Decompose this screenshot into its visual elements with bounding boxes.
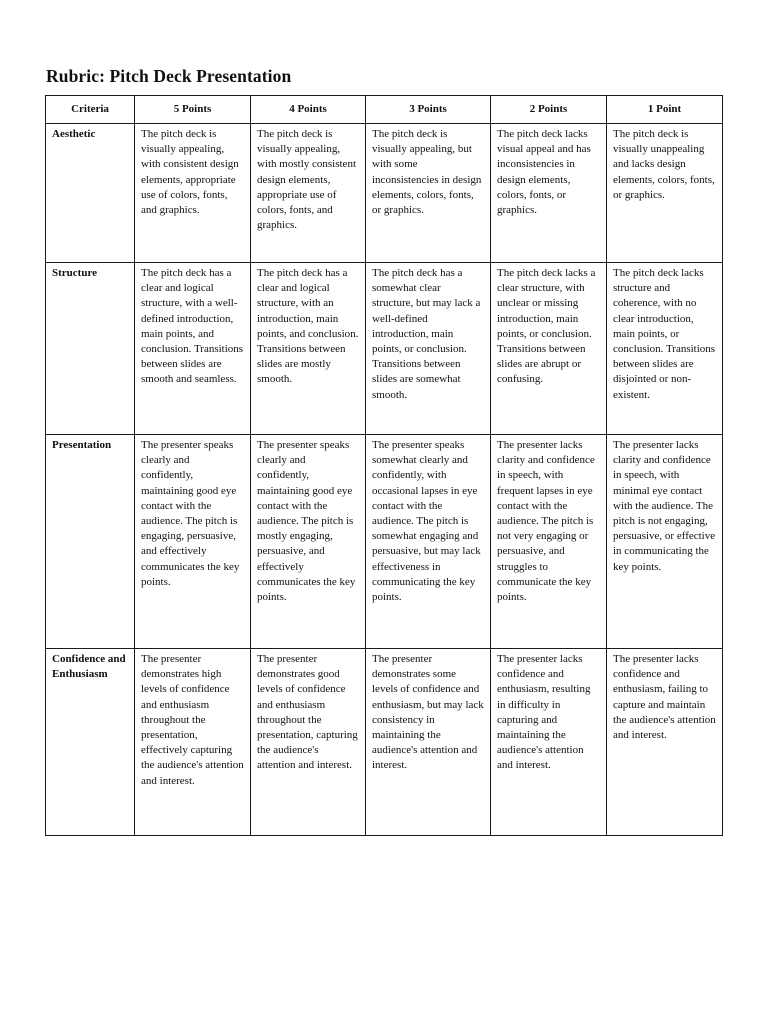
rubric-table-header [46,96,723,124]
score-cell-4 [251,435,366,649]
table-row [46,435,723,649]
header-5-points: 5 Points [135,96,251,124]
score-cell-1 [607,124,723,263]
rubric-table [45,95,723,836]
page-title: Rubric: Pitch Deck Presentation [46,66,292,86]
score-cell-3 [366,124,491,263]
criteria-cell [46,649,135,836]
cell-description: The pitch deck is visually unappealing and lacks design elements, colors, fonts, or graphics. [613,128,715,201]
cell-description: The pitch deck has a somewhat clear structure, but may lack a well-defined introduction, main points, or conclusion. Transitions between slides are somewhat smooth. [372,267,481,401]
score-cell-1 [607,649,723,836]
score-cell-3 [366,649,491,836]
cell-description: The presenter speaks somewhat clearly and confidently, with occasional lapses in eye contact with the audience. The pitch is somewhat engaging and persuasive, but may lack effectiveness in communicating the key points. [372,439,481,604]
score-cell-5 [135,435,251,649]
cell-description: The presenter demonstrates high levels of confidence and enthusiasm throughout the presentation, effectively capturing the audience's attention and interest. [141,653,244,787]
criteria-label: Presentation [52,439,112,451]
score-cell-5 [135,649,251,836]
criteria-label: Structure [52,267,98,279]
criteria-cell [46,124,135,263]
score-cell-4 [251,124,366,263]
cell-description: The presenter lacks confidence and enthusiasm, resulting in difficulty in capturing and maintaining the audience's attention and interest. [497,653,591,772]
cell-description: The presenter demonstrates some levels of confidence and enthusiasm, but may lack consistency in maintaining the audience's attention and interest. [372,653,484,772]
header-criteria: Criteria [46,96,135,124]
score-cell-2 [491,124,607,263]
header-2-points: 2 Points [491,96,607,124]
cell-description: The presenter speaks clearly and confidently, maintaining good eye contact with the audience. The pitch is mostly engaging, persuasive, and effectively communicates the key points. [257,439,356,604]
score-cell-2 [491,649,607,836]
cell-description: The pitch deck has a clear and logical structure, with a well-defined introduction, main points, and conclusion. Transitions between slides are smooth and seamless. [141,267,244,386]
score-cell-5 [135,263,251,435]
cell-description: The presenter lacks clarity and confidence in speech, with minimal eye contact with the audience. The pitch is not engaging, persuasive, or effective in communicating the key points. [613,439,716,573]
cell-description: The pitch deck is visually appealing, with consistent design elements, appropriate use of colors, fonts, and graphics. [141,128,239,217]
score-cell-3 [366,263,491,435]
table-row [46,124,723,263]
cell-description: The pitch deck lacks a clear structure, with unclear or missing introduction, main points, or conclusion. Transitions between slides are abrupt or confusing. [497,267,596,386]
cell-description: The presenter speaks clearly and confidently, maintaining good eye contact with the audience. The pitch is engaging, persuasive, and effectively communicates the key points. [141,439,240,588]
criteria-cell [46,263,135,435]
cell-description: The pitch deck is visually appealing, but with some inconsistencies in design elements, colors, fonts, or graphics. [372,128,482,217]
header-1-point: 1 Point [607,96,723,124]
criteria-cell [46,435,135,649]
score-cell-2 [491,435,607,649]
score-cell-5 [135,124,251,263]
table-row [46,649,723,836]
score-cell-4 [251,649,366,836]
cell-description: The presenter lacks confidence and enthusiasm, failing to capture and maintain the audience's attention and interest. [613,653,716,742]
cell-description: The pitch deck is visually appealing, with mostly consistent design elements, appropriate use of colors, fonts, and graphics. [257,128,356,232]
header-row [46,96,723,124]
cell-description: The presenter lacks clarity and confidence in speech, with frequent lapses in eye contact with the audience. The pitch is not very engaging or persuasive, and struggles to communicate the key points. [497,439,595,604]
score-cell-1 [607,263,723,435]
score-cell-3 [366,435,491,649]
criteria-label: Aesthetic [52,128,96,140]
score-cell-4 [251,263,366,435]
score-cell-1 [607,435,723,649]
cell-description: The pitch deck lacks structure and coherence, with no clear introduction, main points, or conclusion. Transitions between slides are disjointed or non-existent. [613,267,716,401]
header-3-points: 3 Points [366,96,491,124]
cell-description: The pitch deck lacks visual appeal and has inconsistencies in design elements, colors, fonts, or graphics. [497,128,591,217]
score-cell-2 [491,263,607,435]
header-4-points: 4 Points [251,96,366,124]
table-row [46,263,723,435]
cell-description: The pitch deck has a clear and logical structure, with an introduction, main points, and conclusion. Transitions between slides are mostly smooth. [257,267,359,386]
cell-description: The presenter demonstrates good levels of confidence and enthusiasm throughout the presentation, capturing the audience's attention and interest. [257,653,358,772]
criteria-label: Confidence and Enthusiasm [52,653,126,681]
rubric-table-body [46,124,723,836]
